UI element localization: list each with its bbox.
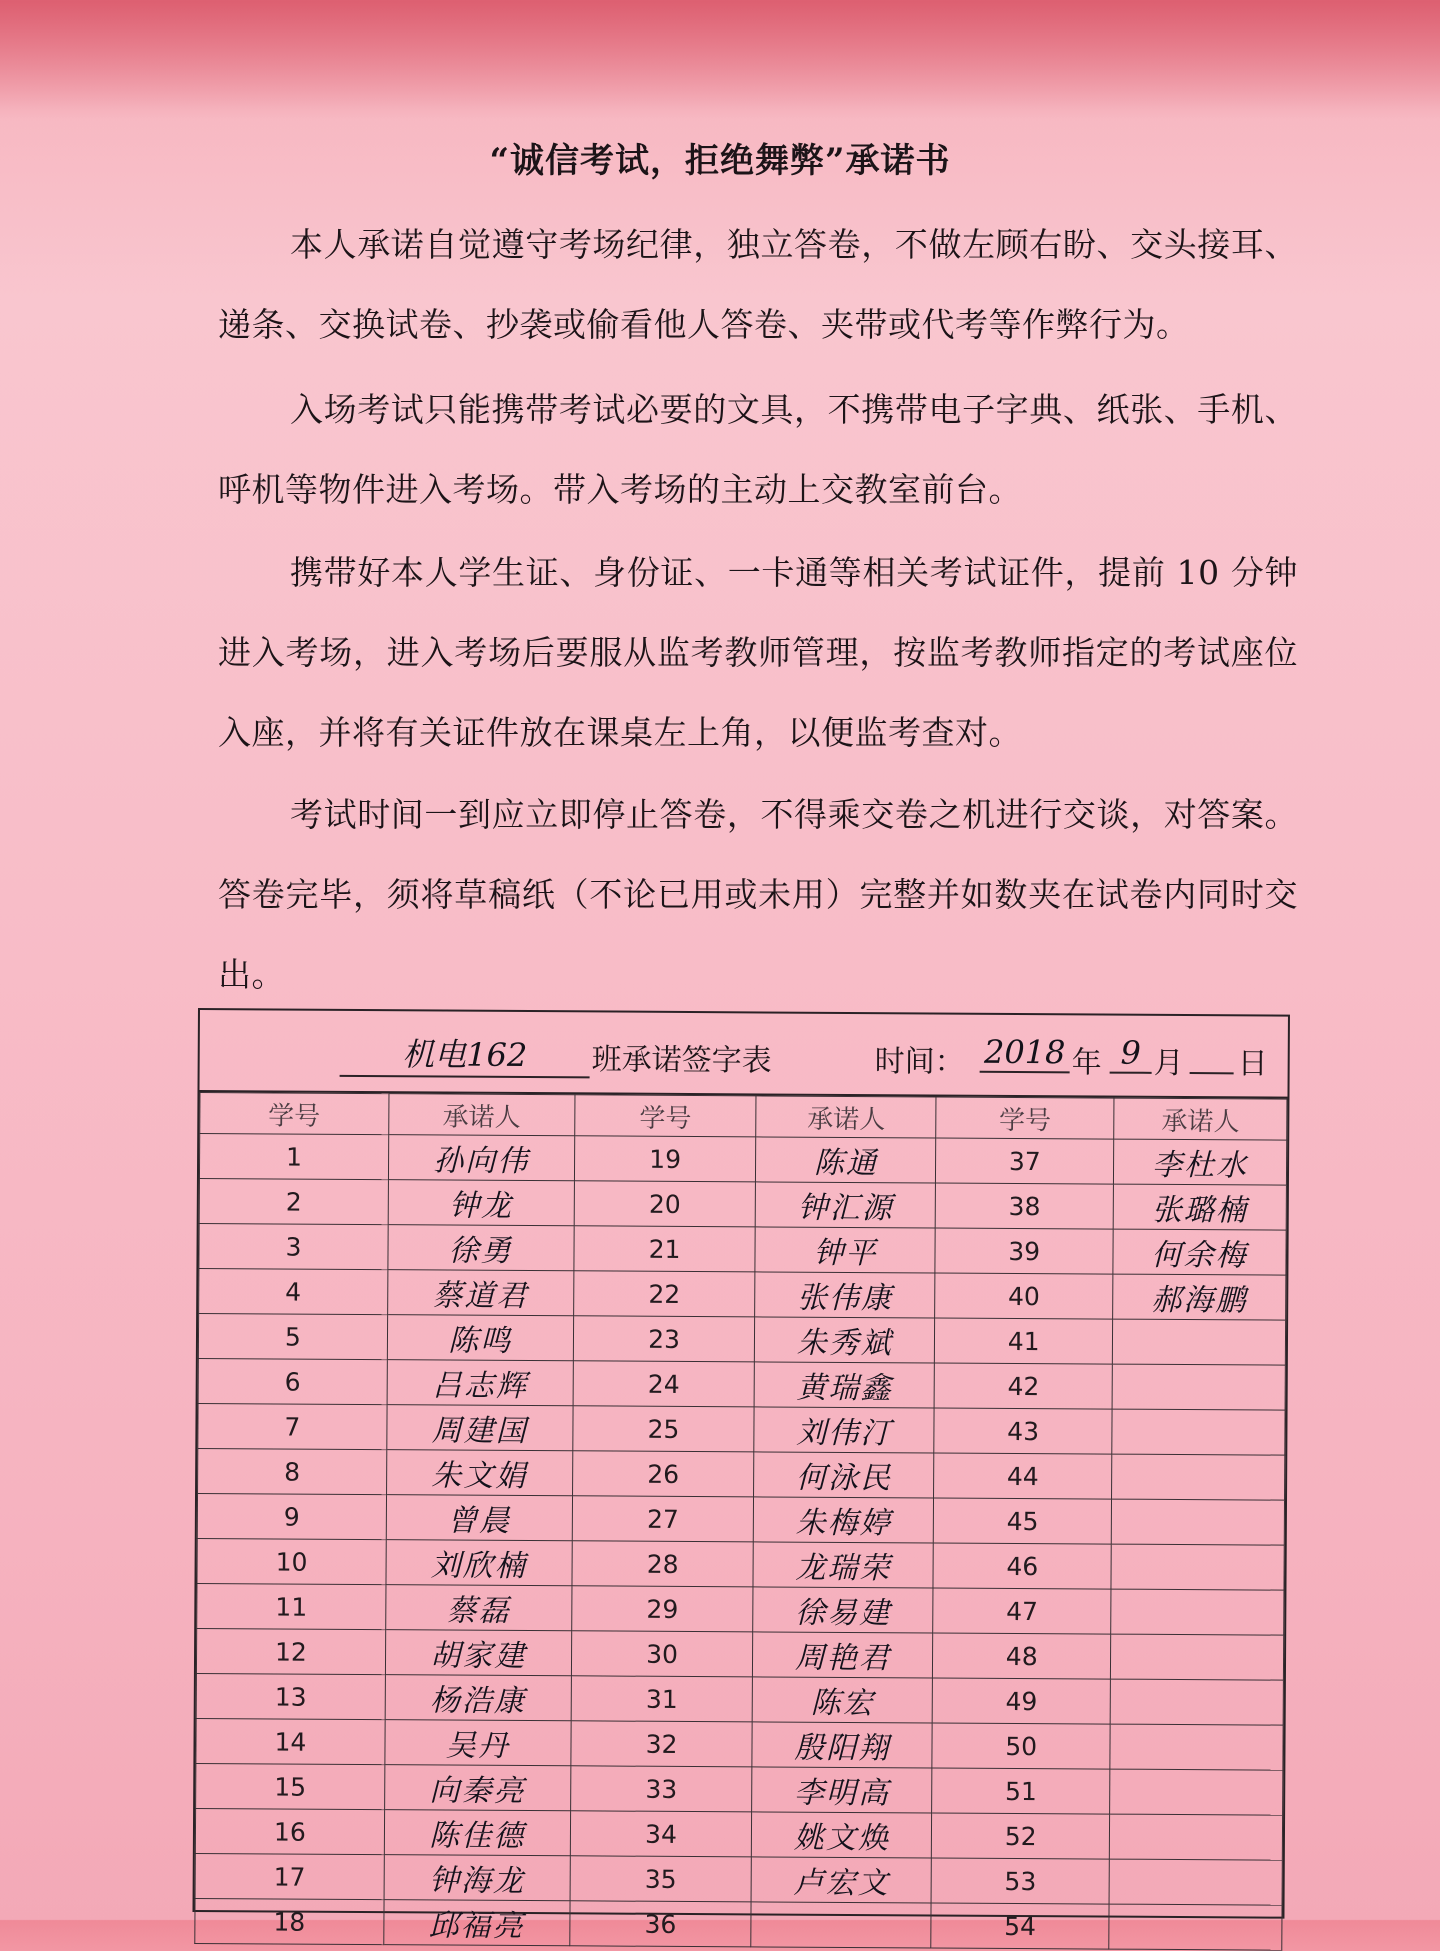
signature: 杨浩康 [385, 1675, 571, 1721]
col-header-signer: 承诺人 [389, 1094, 575, 1136]
student-number: 35 [570, 1856, 752, 1902]
document-title: “诚信考试，拒绝舞弊”承诺书 [489, 141, 951, 181]
signature: 刘欣楠 [386, 1540, 572, 1586]
signature: 朱文娟 [386, 1450, 572, 1496]
signature [1109, 1904, 1282, 1950]
student-number: 26 [572, 1451, 754, 1497]
top-shadow [0, 0, 1440, 120]
signature: 孙向伟 [388, 1135, 574, 1181]
table-row [195, 1853, 1282, 1905]
student-number: 41 [935, 1318, 1113, 1364]
table-row [196, 1674, 1283, 1726]
paragraph-2: 入场考试只能携带考试必要的文具，不携带电子字典、纸张、手机、呼机等物件进入考场。带入考场的主动上交教室前台。 [218, 390, 1298, 509]
student-number: 19 [574, 1136, 756, 1182]
table-row [196, 1764, 1283, 1816]
student-number: 3 [199, 1224, 388, 1270]
table-row [196, 1719, 1283, 1771]
student-number: 32 [571, 1721, 753, 1767]
student-number: 4 [199, 1269, 388, 1315]
student-number: 5 [198, 1314, 387, 1360]
signature [1109, 1859, 1282, 1905]
time-label: 时间： [874, 1044, 965, 1080]
header-row [200, 1093, 1287, 1141]
student-number: 24 [573, 1361, 755, 1407]
table-row [195, 1809, 1282, 1861]
signature: 姚文焕 [752, 1812, 932, 1858]
signature [1112, 1364, 1285, 1410]
table-row [199, 1134, 1286, 1186]
signature [1110, 1679, 1283, 1725]
student-number: 45 [934, 1498, 1112, 1544]
student-number: 51 [932, 1768, 1110, 1814]
signature: 徐易建 [753, 1587, 933, 1633]
signature: 陈鸣 [387, 1315, 573, 1361]
signature: 吕志辉 [387, 1360, 573, 1406]
year-handwritten: 2018 [980, 1033, 1070, 1074]
signature-table [194, 1092, 1287, 1951]
student-number: 12 [196, 1629, 385, 1675]
student-number: 43 [934, 1408, 1112, 1454]
paragraph-3: 携带好本人学生证、身份证、一卡通等相关考试证件，提前 10 分钟进入考场，进入考场后要服从监考教师管理，按监考教师指定的考试座位入座，并将有关证件放在课桌左上角，以便监考查对。 [218, 553, 1298, 752]
signature [1109, 1814, 1282, 1860]
student-number: 15 [196, 1764, 385, 1810]
student-number: 42 [934, 1363, 1112, 1409]
table-row [198, 1314, 1285, 1366]
student-number: 36 [569, 1901, 751, 1947]
student-number: 10 [197, 1539, 386, 1585]
student-number: 31 [571, 1676, 753, 1722]
student-number: 20 [574, 1181, 756, 1227]
student-number: 22 [573, 1271, 755, 1317]
student-number: 39 [935, 1228, 1113, 1274]
month-handwritten: 9 [1110, 1034, 1152, 1074]
signature: 何余梅 [1113, 1229, 1286, 1275]
student-number: 6 [198, 1359, 387, 1405]
table-row [197, 1539, 1284, 1591]
student-number: 7 [198, 1404, 387, 1450]
signature: 李杜水 [1114, 1139, 1287, 1185]
signature: 陈宏 [753, 1677, 933, 1723]
student-number: 52 [932, 1813, 1110, 1859]
table-row [199, 1224, 1286, 1276]
student-number: 17 [195, 1853, 384, 1899]
signature: 郝海鹏 [1113, 1274, 1286, 1320]
signature: 张伟康 [755, 1272, 935, 1318]
signature: 何泳民 [754, 1452, 934, 1498]
signature: 卢宏文 [752, 1857, 932, 1903]
signature: 蔡磊 [386, 1585, 572, 1631]
signature: 蔡道君 [387, 1270, 573, 1316]
signature: 邱福亮 [384, 1900, 570, 1946]
signature: 殷阳翔 [752, 1722, 932, 1768]
student-number: 23 [573, 1316, 755, 1362]
student-number: 47 [933, 1588, 1111, 1634]
student-number: 54 [931, 1903, 1109, 1949]
signature [1111, 1634, 1284, 1680]
student-number: 53 [931, 1858, 1109, 1904]
table-row [199, 1179, 1286, 1231]
table-row [198, 1449, 1285, 1501]
day-label: 日 [1237, 1046, 1268, 1082]
col-header-id: 学号 [574, 1095, 756, 1137]
signature: 曾晨 [386, 1495, 572, 1541]
table-row [197, 1584, 1284, 1636]
signature [751, 1902, 931, 1948]
student-number: 25 [572, 1406, 754, 1452]
signature: 周建国 [387, 1405, 573, 1451]
table-row [198, 1359, 1285, 1411]
signature [1110, 1724, 1283, 1770]
signature-rows [195, 1134, 1287, 1951]
student-number: 1 [199, 1134, 388, 1180]
signature: 徐勇 [388, 1225, 574, 1271]
signature: 刘伟汀 [754, 1407, 934, 1453]
signature: 朱梅婷 [754, 1497, 934, 1543]
student-number: 27 [572, 1496, 754, 1542]
student-number: 28 [572, 1541, 754, 1587]
student-number: 46 [933, 1543, 1111, 1589]
signature: 钟汇源 [756, 1182, 936, 1228]
student-number: 8 [198, 1449, 387, 1495]
student-number: 40 [935, 1273, 1113, 1319]
student-number: 38 [935, 1183, 1113, 1229]
paragraph-1: 本人承诺自觉遵守考场纪律，独立答卷，不做左顾右盼、交头接耳、递条、交换试卷、抄袭或偷看他人答卷、夹带或代考等作弊行为。 [218, 225, 1298, 344]
signature [1110, 1769, 1283, 1815]
signature [1112, 1319, 1285, 1365]
signature [1112, 1409, 1285, 1455]
signature [1111, 1544, 1284, 1590]
student-number: 44 [934, 1453, 1112, 1499]
table-row [195, 1898, 1282, 1950]
col-header-signer: 承诺人 [1114, 1098, 1287, 1140]
year-label: 年 [1071, 1045, 1102, 1081]
signature: 陈佳德 [384, 1810, 570, 1856]
table-row [197, 1494, 1284, 1546]
paragraph-4: 考试时间一到应立即停止答卷，不得乘交卷之机进行交谈，对答案。答卷完毕，须将草稿纸（不论已用或未用）完整并如数夹在试卷内同时交出。 [218, 795, 1298, 994]
student-number: 48 [933, 1633, 1111, 1679]
signature: 向秦亮 [384, 1765, 570, 1811]
table-row [199, 1269, 1286, 1321]
signature: 胡家建 [385, 1630, 571, 1676]
student-number: 11 [197, 1584, 386, 1630]
signature: 周艳君 [753, 1632, 933, 1678]
signature: 张璐楠 [1113, 1184, 1286, 1230]
signature: 钟海龙 [384, 1855, 570, 1901]
signature: 朱秀斌 [755, 1317, 935, 1363]
student-number: 37 [936, 1138, 1114, 1184]
signature: 陈通 [756, 1137, 936, 1183]
student-number: 29 [571, 1586, 753, 1632]
table-row [198, 1404, 1285, 1456]
signature: 龙瑞荣 [753, 1542, 933, 1588]
col-header-id: 学号 [200, 1093, 389, 1135]
signature-sheet [192, 1008, 1290, 1945]
signature [1112, 1454, 1285, 1500]
student-number: 16 [195, 1809, 384, 1855]
month-label: 月 [1153, 1045, 1184, 1082]
col-header-signer: 承诺人 [756, 1096, 936, 1138]
signature: 吴丹 [385, 1720, 571, 1766]
signature: 李明高 [752, 1767, 932, 1813]
day-handwritten [1190, 1034, 1234, 1074]
class-name-handwritten: 机电162 [340, 1029, 590, 1079]
col-header-id: 学号 [936, 1097, 1114, 1139]
student-number: 49 [932, 1678, 1110, 1724]
signature [1111, 1499, 1284, 1545]
sheet-title: 班承诺签字表 [591, 1042, 772, 1079]
student-number: 14 [196, 1719, 385, 1765]
sheet-header [199, 1010, 1287, 1099]
signature: 钟龙 [388, 1180, 574, 1226]
student-number: 33 [570, 1766, 752, 1812]
signature [1111, 1589, 1284, 1635]
table-row [196, 1629, 1283, 1681]
signature: 钟平 [755, 1227, 935, 1273]
student-number: 13 [196, 1674, 385, 1720]
student-number: 18 [195, 1898, 384, 1944]
student-number: 34 [570, 1811, 752, 1857]
student-number: 21 [574, 1226, 756, 1272]
student-number: 9 [197, 1494, 386, 1540]
student-number: 30 [571, 1631, 753, 1677]
student-number: 2 [199, 1179, 388, 1225]
student-number: 50 [932, 1723, 1110, 1769]
signature: 黄瑞鑫 [755, 1362, 935, 1408]
